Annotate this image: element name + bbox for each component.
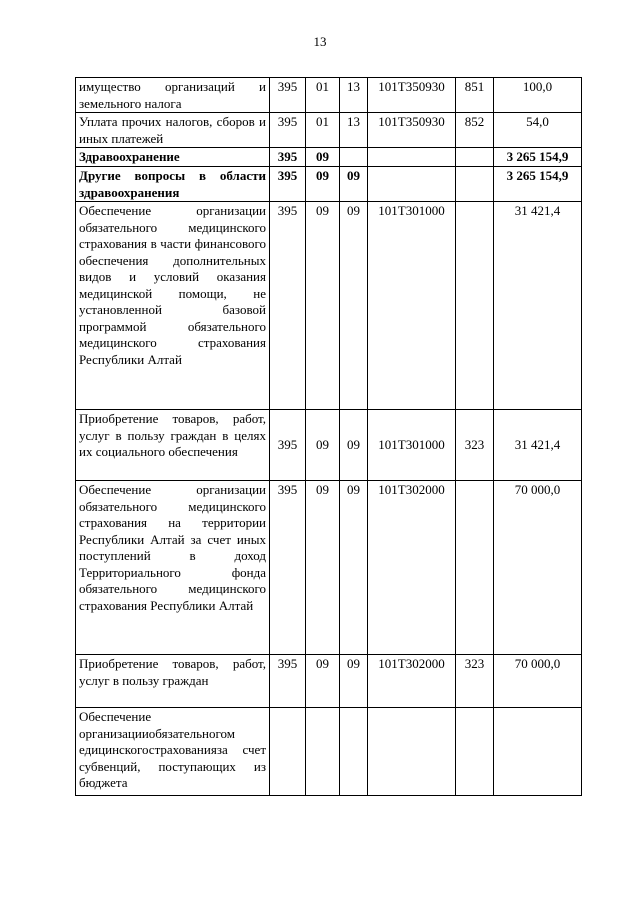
row-amount: 100,0	[494, 78, 582, 113]
row-csr	[368, 167, 456, 202]
row-grbs: 395	[270, 481, 306, 655]
row-grbs: 395	[270, 148, 306, 167]
row-grbs: 395	[270, 113, 306, 148]
row-csr: 101T301000	[368, 202, 456, 410]
row-pr: 09	[340, 167, 368, 202]
row-vr	[456, 167, 494, 202]
row-rz: 01	[306, 113, 340, 148]
row-amount: 54,0	[494, 113, 582, 148]
page-number: 13	[313, 34, 327, 49]
table-row	[76, 78, 582, 113]
row-pr: 13	[340, 78, 368, 113]
row-rz: 09	[306, 410, 340, 481]
row-csr: 101T302000	[368, 655, 456, 708]
row-pr: 09	[340, 655, 368, 708]
row-amount: 31 421,4	[494, 202, 582, 410]
row-pr: 13	[340, 113, 368, 148]
row-pr	[340, 708, 368, 796]
row-vr	[456, 481, 494, 655]
row-grbs: 395	[270, 167, 306, 202]
table-row	[76, 410, 582, 481]
row-vr	[456, 148, 494, 167]
row-amount: 31 421,4	[494, 410, 582, 481]
row-amount: 70 000,0	[494, 481, 582, 655]
row-vr: 851	[456, 78, 494, 113]
row-amount	[494, 708, 582, 796]
row-vr	[456, 202, 494, 410]
row-csr	[368, 708, 456, 796]
row-pr	[340, 148, 368, 167]
table-row	[76, 708, 582, 796]
row-name: Приобретение товаров, работ, услуг в пользу граждан в целях их социального обеспечения	[76, 410, 270, 481]
row-name: имущество организаций и земельного налога	[76, 78, 270, 113]
table-row	[76, 148, 582, 167]
row-grbs: 395	[270, 202, 306, 410]
row-rz: 09	[306, 167, 340, 202]
row-name: Обеспечение организации обязательного медицинского страхования на территории Республики Алтай за счет иных поступлений в доход Территориального фонда обязательного медицинского страхования Республики Алтай	[76, 481, 270, 655]
table-row	[76, 167, 582, 202]
table-row	[76, 113, 582, 148]
row-amount: 70 000,0	[494, 655, 582, 708]
row-csr: 101T301000	[368, 410, 456, 481]
row-csr: 101T302000	[368, 481, 456, 655]
row-amount: 3 265 154,9	[494, 167, 582, 202]
row-rz: 09	[306, 481, 340, 655]
row-vr: 852	[456, 113, 494, 148]
row-name: Обеспечение организации обязательного медицинского страхования в части финансового обеспечения дополнительных видов и условий оказания медицинской помощи, не установленной базовой программой обязательного медицинского страхования Республики Алтай	[76, 202, 270, 410]
row-grbs: 395	[270, 78, 306, 113]
row-rz: 09	[306, 202, 340, 410]
row-name: Обеспечение организацииобязательногом едицинскогострахованияза счет субвенций, поступающих из бюджета	[76, 708, 270, 796]
row-name: Приобретение товаров, работ, услуг в пользу граждан	[76, 655, 270, 708]
row-csr: 101T350930	[368, 78, 456, 113]
row-vr: 323	[456, 655, 494, 708]
row-rz: 09	[306, 148, 340, 167]
row-grbs: 395	[270, 655, 306, 708]
row-amount: 3 265 154,9	[494, 148, 582, 167]
table-row	[76, 481, 582, 655]
row-rz: 09	[306, 655, 340, 708]
row-rz	[306, 708, 340, 796]
row-csr: 101T350930	[368, 113, 456, 148]
table-row	[76, 655, 582, 708]
row-name: Другие вопросы в области здравоохранения	[76, 167, 270, 202]
row-name: Здравоохранение	[76, 148, 270, 167]
row-pr: 09	[340, 202, 368, 410]
row-vr: 323	[456, 410, 494, 481]
row-grbs: 395	[270, 410, 306, 481]
row-pr: 09	[340, 410, 368, 481]
row-grbs	[270, 708, 306, 796]
row-vr	[456, 708, 494, 796]
row-rz: 01	[306, 78, 340, 113]
table-row	[76, 202, 582, 410]
row-pr: 09	[340, 481, 368, 655]
budget-table	[75, 77, 582, 796]
row-csr	[368, 148, 456, 167]
row-name: Уплата прочих налогов, сборов и иных платежей	[76, 113, 270, 148]
